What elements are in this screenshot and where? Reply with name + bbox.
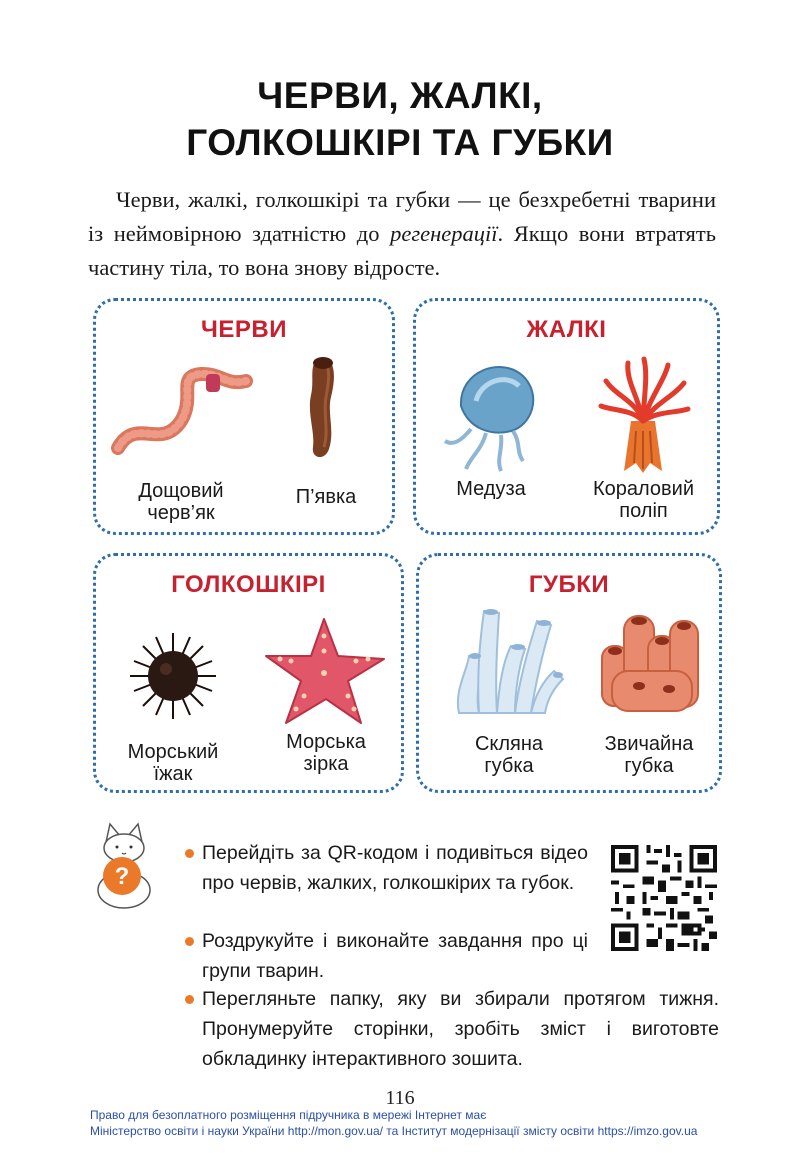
item-earthworm [106,356,256,524]
page-title-line-1: ЧЕРВИ, ЖАЛКІ, [257,75,543,116]
label-starfish-1: Морська [286,731,366,753]
card-worms [93,298,395,535]
bullet-icon [185,849,194,858]
task-item-1 [202,838,588,898]
label-glass-sponge-1: Скляна [474,733,544,755]
label-starfish-2: зірка [303,753,349,775]
intro-term: регенерації [390,221,498,246]
bullet-icon [185,995,194,1004]
card-title-cnidaria: ЖАЛКІ [526,316,607,343]
item-glass-sponge [439,601,579,777]
mascot [92,820,156,914]
card-sponges [416,553,722,793]
page-title-line-2: ГОЛКОШКІРІ ТА ГУБКИ [186,122,614,163]
item-leech [271,351,381,508]
label-glass-sponge-2: губка [484,755,534,777]
jellyfish-icon [431,351,551,476]
card-title-worms: ЧЕРВИ [201,316,287,343]
card-cnidaria [413,298,720,535]
task-item-2 [202,926,588,986]
item-coral-polyp [576,351,711,522]
qr-code-icon [610,845,718,951]
task-item-3 [202,984,719,1074]
item-jellyfish [431,351,551,500]
task-text-2: Роздрукуйте і виконайте завдання про ці групи тварин. [202,930,588,982]
earthworm-icon [106,356,256,466]
item-common-sponge [584,601,714,777]
task-text-3: Перегляньте папку, яку ви збирали протягом тижня. Пронумеруйте сторінки, зробіть зміст і виготовте обкладинку інтерактивного зошита. [202,988,719,1070]
label-common-sponge-1: Звичайна [604,733,694,755]
label-sea-urchin-2: їжак [153,763,193,785]
label-common-sponge-2: губка [624,755,674,777]
label-earthworm-2: черв’як [147,502,215,524]
label-leech-1: П’явка [295,486,357,508]
label-coral-polyp-1: Кораловий [592,478,694,500]
coral-polyp-icon [576,351,711,476]
page-title [0,72,800,166]
item-sea-urchin [108,621,238,785]
sea-urchin-icon [108,621,238,731]
cat-question-icon [92,820,156,910]
mascot-symbol: ? [114,863,130,890]
label-jellyfish-1: Медуза [456,478,526,500]
page-number: 116 [385,1087,415,1109]
card-title-sponges: ГУБКИ [528,571,610,598]
leech-icon [271,351,381,466]
bullet-icon [185,937,194,946]
qr-code[interactable] [610,845,718,955]
footer [90,1107,697,1139]
task-text-1: Перейдіть за QR-кодом і подивіться відео про червів, жалких, голкошкірих та губок. [202,842,588,894]
footer-line-1: Право для безоплатного розміщення підручника в мережі Інтернет має [90,1108,487,1122]
intro-text-1: Черви, жалкі, голкошкірі та губки — це безхребетні тварини із неймовірною здатністю до [88,187,716,246]
common-sponge-icon [584,601,714,721]
intro-text-2: . Якщо вони втратять частину тіла, то вона знову відросте. [88,221,716,280]
card-echinoderms [93,553,404,793]
label-earthworm-1: Дощовий [138,480,224,502]
footer-line-2: Міністерство освіти і науки України http://mon.gov.ua/ та Інститут модернізації змісту освіти https://imzo.gov.ua [90,1124,698,1138]
item-starfish [256,611,396,775]
label-sea-urchin-1: Морський [127,741,219,763]
glass-sponge-icon [439,601,579,721]
starfish-icon [256,611,396,731]
intro-paragraph [88,183,716,285]
label-coral-polyp-2: поліп [619,500,668,522]
card-title-echinoderms: ГОЛКОШКІРІ [171,571,326,598]
